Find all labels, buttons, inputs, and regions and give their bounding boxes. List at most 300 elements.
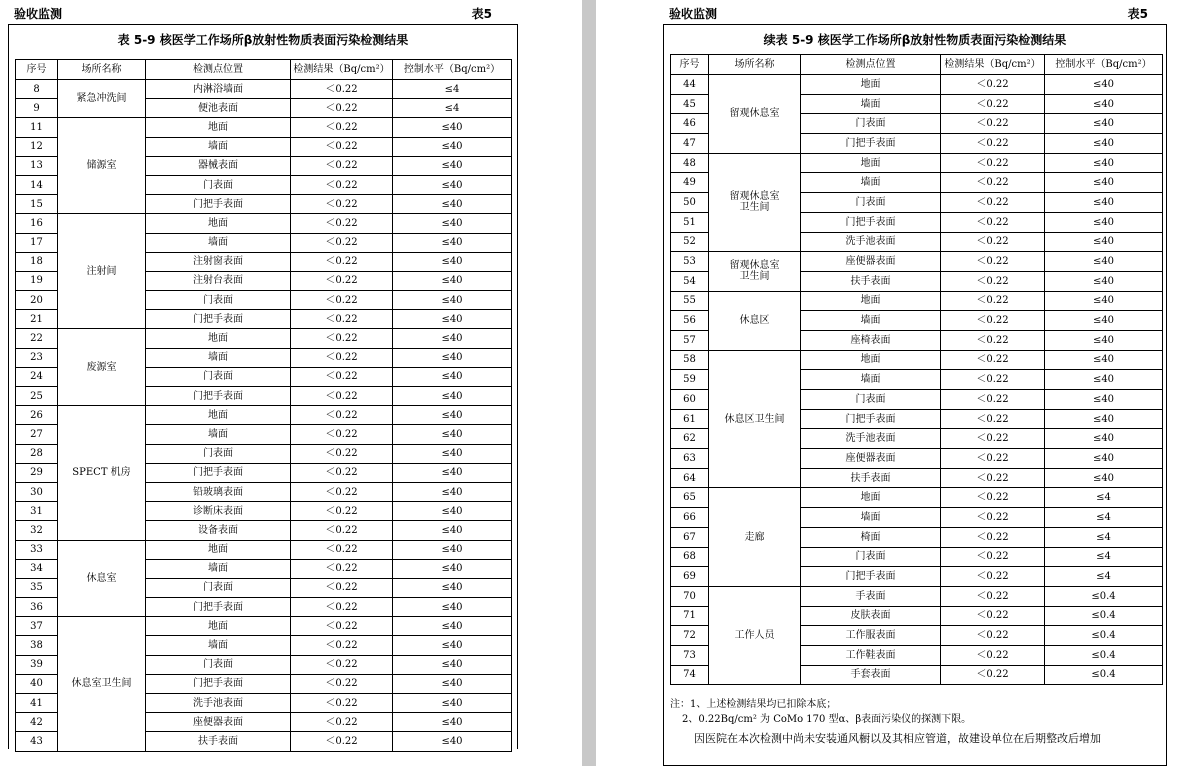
limit-cell: ≤40 (1045, 409, 1163, 429)
test-point-cell: 墙面 (801, 94, 941, 114)
row-number-cell: 31 (16, 502, 58, 521)
result-cell: ＜0.22 (941, 645, 1045, 665)
result-cell: ＜0.22 (291, 655, 393, 674)
limit-cell: ≤40 (1045, 75, 1163, 95)
test-point-cell: 门表面 (146, 444, 291, 463)
limit-cell: ≤40 (393, 482, 512, 501)
limit-cell: ≤40 (1045, 212, 1163, 232)
test-point-cell: 门表面 (146, 367, 291, 386)
limit-cell: ≤40 (1045, 94, 1163, 114)
result-cell: ＜0.22 (291, 521, 393, 540)
result-cell: ＜0.22 (291, 271, 393, 290)
row-number-cell: 14 (16, 175, 58, 194)
test-point-cell: 墙面 (146, 137, 291, 156)
test-point-cell: 诊断床表面 (146, 502, 291, 521)
table-caption: 表 5-9 核医学工作场所β放射性物质表面污染检测结果 (117, 33, 409, 47)
test-point-cell: 地面 (801, 153, 941, 173)
limit-cell: ≤4 (393, 80, 512, 99)
result-cell: ＜0.22 (291, 674, 393, 693)
test-point-cell: 门把手表面 (146, 195, 291, 214)
column-header: 场所名称 (709, 55, 801, 75)
limit-cell: ≤40 (1045, 193, 1163, 213)
limit-cell: ≤40 (393, 348, 512, 367)
row-number-cell: 30 (16, 482, 58, 501)
row-number-cell: 11 (16, 118, 58, 137)
result-cell: ＜0.22 (291, 195, 393, 214)
result-cell: ＜0.22 (291, 387, 393, 406)
limit-cell: ≤40 (393, 732, 512, 751)
limit-cell: ≤40 (1045, 311, 1163, 331)
limit-cell: ≤4 (1045, 508, 1163, 528)
row-number-cell: 34 (16, 559, 58, 578)
table-row (671, 252, 1163, 272)
column-header: 检测结果（Bq/cm²） (941, 55, 1045, 75)
row-number-cell: 22 (16, 329, 58, 348)
result-cell: ＜0.22 (941, 330, 1045, 350)
test-point-cell: 设备表面 (146, 521, 291, 540)
row-number-cell: 42 (16, 713, 58, 732)
test-point-cell: 门把手表面 (801, 567, 941, 587)
limit-cell: ≤40 (393, 118, 512, 137)
row-number-cell: 16 (16, 214, 58, 233)
result-cell: ＜0.22 (941, 94, 1045, 114)
row-number-cell: 21 (16, 310, 58, 329)
result-cell: ＜0.22 (941, 232, 1045, 252)
site-name-cell: 注射间 (58, 214, 146, 329)
contamination-table-continued (670, 54, 1163, 685)
test-point-cell: 门把手表面 (146, 598, 291, 617)
table-row (671, 291, 1163, 311)
table-row (16, 329, 512, 348)
row-number-cell: 33 (16, 540, 58, 559)
table-caption: 续表 5-9 核医学工作场所β放射性物质表面污染检测结果 (763, 33, 1067, 47)
test-point-cell: 座椅表面 (801, 330, 941, 350)
limit-cell: ≤40 (393, 271, 512, 290)
test-point-cell: 地面 (146, 118, 291, 137)
row-number-cell: 8 (16, 80, 58, 99)
row-number-cell: 32 (16, 521, 58, 540)
result-cell: ＜0.22 (291, 80, 393, 99)
test-point-cell: 地面 (146, 406, 291, 425)
limit-cell: ≤40 (1045, 291, 1163, 311)
result-cell: ＜0.22 (941, 626, 1045, 646)
test-point-cell: 门表面 (146, 291, 291, 310)
row-number-cell: 68 (671, 547, 709, 567)
result-cell: ＜0.22 (291, 329, 393, 348)
limit-cell: ≤4 (1045, 547, 1163, 567)
result-cell: ＜0.22 (941, 153, 1045, 173)
limit-cell: ≤40 (393, 214, 512, 233)
row-number-cell: 56 (671, 311, 709, 331)
row-number-cell: 69 (671, 567, 709, 587)
test-point-cell: 门把手表面 (801, 409, 941, 429)
row-number-cell: 41 (16, 694, 58, 713)
test-point-cell: 地面 (146, 617, 291, 636)
column-header: 场所名称 (58, 60, 146, 80)
limit-cell: ≤40 (1045, 153, 1163, 173)
result-cell: ＜0.22 (941, 488, 1045, 508)
result-cell: ＜0.22 (291, 252, 393, 271)
limit-cell: ≤40 (1045, 370, 1163, 390)
result-cell: ＜0.22 (941, 114, 1045, 134)
result-cell: ＜0.22 (291, 713, 393, 732)
table-row (16, 406, 512, 425)
limit-cell: ≤40 (393, 655, 512, 674)
limit-cell: ≤40 (393, 195, 512, 214)
result-cell: ＜0.22 (291, 559, 393, 578)
test-point-cell: 注射台表面 (146, 271, 291, 290)
site-name-cell: 工作人员 (709, 586, 801, 684)
result-cell: ＜0.22 (291, 348, 393, 367)
test-point-cell: 门把手表面 (146, 674, 291, 693)
limit-cell: ≤4 (393, 99, 512, 118)
limit-cell: ≤40 (393, 444, 512, 463)
page-header-title: 验收监测 (14, 7, 63, 21)
row-number-cell: 49 (671, 173, 709, 193)
test-point-cell: 墙面 (146, 348, 291, 367)
limit-cell: ≤40 (393, 674, 512, 693)
limit-cell: ≤40 (1045, 350, 1163, 370)
row-number-cell: 64 (671, 468, 709, 488)
test-point-cell: 门把手表面 (146, 387, 291, 406)
table-row (671, 153, 1163, 173)
test-point-cell: 门表面 (801, 114, 941, 134)
row-number-cell: 15 (16, 195, 58, 214)
result-cell: ＜0.22 (291, 175, 393, 194)
result-cell: ＜0.22 (941, 291, 1045, 311)
test-point-cell: 地面 (801, 488, 941, 508)
row-number-cell: 20 (16, 291, 58, 310)
limit-cell: ≤4 (1045, 567, 1163, 587)
limit-cell: ≤40 (1045, 232, 1163, 252)
limit-cell: ≤40 (393, 233, 512, 252)
test-point-cell: 地面 (146, 329, 291, 348)
limit-cell: ≤40 (393, 694, 512, 713)
limit-cell: ≤40 (1045, 114, 1163, 134)
row-number-cell: 26 (16, 406, 58, 425)
table-frame (8, 24, 518, 749)
result-cell: ＜0.22 (291, 502, 393, 521)
result-cell: ＜0.22 (941, 586, 1045, 606)
row-number-cell: 45 (671, 94, 709, 114)
result-cell: ＜0.22 (941, 212, 1045, 232)
result-cell: ＜0.22 (941, 527, 1045, 547)
test-point-cell: 门把手表面 (801, 212, 941, 232)
test-point-cell: 座便器表面 (801, 449, 941, 469)
row-number-cell: 73 (671, 645, 709, 665)
result-cell: ＜0.22 (941, 606, 1045, 626)
note-line-1: 注：1、上述检测结果均已扣除本底； (670, 699, 837, 710)
result-cell: ＜0.22 (941, 390, 1045, 410)
row-number-cell: 60 (671, 390, 709, 410)
test-point-cell: 地面 (146, 214, 291, 233)
limit-cell: ≤40 (1045, 252, 1163, 272)
row-number-cell: 52 (671, 232, 709, 252)
site-name-cell: 休息区 (709, 291, 801, 350)
result-cell: ＜0.22 (941, 429, 1045, 449)
site-name-cell: SPECT 机房 (58, 406, 146, 540)
result-cell: ＜0.22 (291, 310, 393, 329)
site-name-cell: 留观休息室 卫生间 (709, 252, 801, 291)
limit-cell: ≤0.4 (1045, 606, 1163, 626)
result-cell: ＜0.22 (941, 173, 1045, 193)
result-cell: ＜0.22 (291, 598, 393, 617)
result-cell: ＜0.22 (941, 350, 1045, 370)
test-point-cell: 墙面 (146, 425, 291, 444)
test-point-cell: 门表面 (801, 390, 941, 410)
column-header: 控制水平（Bq/cm²） (1045, 55, 1163, 75)
limit-cell: ≤40 (393, 310, 512, 329)
limit-cell: ≤40 (393, 406, 512, 425)
limit-cell: ≤40 (393, 578, 512, 597)
limit-cell: ≤40 (393, 521, 512, 540)
test-point-cell: 洗手池表面 (801, 232, 941, 252)
result-cell: ＜0.22 (291, 444, 393, 463)
result-cell: ＜0.22 (291, 118, 393, 137)
result-cell: ＜0.22 (291, 636, 393, 655)
test-point-cell: 手套表面 (801, 665, 941, 685)
limit-cell: ≤40 (393, 598, 512, 617)
limit-cell: ≤40 (393, 713, 512, 732)
limit-cell: ≤40 (393, 367, 512, 386)
test-point-cell: 墙面 (801, 370, 941, 390)
site-name-cell: 废源室 (58, 329, 146, 406)
result-cell: ＜0.22 (291, 291, 393, 310)
test-point-cell: 注射窗表面 (146, 252, 291, 271)
test-point-cell: 地面 (801, 350, 941, 370)
row-number-cell: 25 (16, 387, 58, 406)
row-number-cell: 36 (16, 598, 58, 617)
column-header: 控制水平（Bq/cm²） (393, 60, 512, 80)
row-number-cell: 24 (16, 367, 58, 386)
test-point-cell: 座便器表面 (146, 713, 291, 732)
row-number-cell: 12 (16, 137, 58, 156)
table-row (16, 540, 512, 559)
limit-cell: ≤40 (393, 137, 512, 156)
limit-cell: ≤40 (1045, 173, 1163, 193)
limit-cell: ≤0.4 (1045, 626, 1163, 646)
row-number-cell: 18 (16, 252, 58, 271)
limit-cell: ≤40 (393, 636, 512, 655)
result-cell: ＜0.22 (291, 214, 393, 233)
limit-cell: ≤40 (393, 502, 512, 521)
test-point-cell: 洗手池表面 (146, 694, 291, 713)
limit-cell: ≤40 (393, 291, 512, 310)
page-header-title: 验收监测 (669, 7, 718, 21)
result-cell: ＜0.22 (291, 425, 393, 444)
limit-cell: ≤40 (393, 175, 512, 194)
limit-cell: ≤0.4 (1045, 645, 1163, 665)
result-cell: ＜0.22 (291, 463, 393, 482)
limit-cell: ≤40 (393, 329, 512, 348)
result-cell: ＜0.22 (291, 617, 393, 636)
result-cell: ＜0.22 (941, 252, 1045, 272)
test-point-cell: 门把手表面 (146, 310, 291, 329)
row-number-cell: 35 (16, 578, 58, 597)
result-cell: ＜0.22 (941, 271, 1045, 291)
column-header: 序号 (16, 60, 58, 80)
result-cell: ＜0.22 (291, 137, 393, 156)
result-cell: ＜0.22 (291, 540, 393, 559)
contamination-table (15, 59, 512, 752)
row-number-cell: 29 (16, 463, 58, 482)
result-cell: ＜0.22 (941, 193, 1045, 213)
table-notes (670, 697, 1101, 746)
document-page-left (0, 0, 582, 766)
row-number-cell: 67 (671, 527, 709, 547)
limit-cell: ≤40 (1045, 271, 1163, 291)
row-number-cell: 19 (16, 271, 58, 290)
table-row (16, 214, 512, 233)
row-number-cell: 50 (671, 193, 709, 213)
column-header: 序号 (671, 55, 709, 75)
row-number-cell: 39 (16, 655, 58, 674)
result-cell: ＜0.22 (291, 367, 393, 386)
test-point-cell: 手表面 (801, 586, 941, 606)
limit-cell: ≤40 (1045, 429, 1163, 449)
test-point-cell: 门表面 (801, 547, 941, 567)
result-cell: ＜0.22 (941, 409, 1045, 429)
result-cell: ＜0.22 (941, 508, 1045, 528)
limit-cell: ≤4 (1045, 488, 1163, 508)
test-point-cell: 门把手表面 (146, 463, 291, 482)
table-row (16, 80, 512, 99)
test-point-cell: 地面 (801, 75, 941, 95)
test-point-cell: 座便器表面 (801, 252, 941, 272)
column-header: 检测点位置 (146, 60, 291, 80)
row-number-cell: 27 (16, 425, 58, 444)
limit-cell: ≤40 (1045, 390, 1163, 410)
site-name-cell: 储源室 (58, 118, 146, 214)
row-number-cell: 47 (671, 134, 709, 154)
test-point-cell: 洗手池表面 (801, 429, 941, 449)
test-point-cell: 墙面 (146, 233, 291, 252)
limit-cell: ≤40 (393, 463, 512, 482)
limit-cell: ≤40 (393, 252, 512, 271)
row-number-cell: 59 (671, 370, 709, 390)
test-point-cell: 铅玻璃表面 (146, 482, 291, 501)
limit-cell: ≤40 (1045, 330, 1163, 350)
column-header: 检测点位置 (801, 55, 941, 75)
test-point-cell: 椅面 (801, 527, 941, 547)
test-point-cell: 门表面 (146, 175, 291, 194)
site-name-cell: 留观休息室 卫生间 (709, 153, 801, 251)
page-header-section: 表5 (1127, 7, 1148, 21)
result-cell: ＜0.22 (291, 732, 393, 751)
limit-cell: ≤40 (393, 540, 512, 559)
row-number-cell: 13 (16, 156, 58, 175)
result-cell: ＜0.22 (941, 665, 1045, 685)
table-row (671, 586, 1163, 606)
row-number-cell: 65 (671, 488, 709, 508)
result-cell: ＜0.22 (941, 547, 1045, 567)
result-cell: ＜0.22 (941, 311, 1045, 331)
table-row (16, 118, 512, 137)
test-point-cell: 门把手表面 (801, 134, 941, 154)
test-point-cell: 墙面 (801, 508, 941, 528)
row-number-cell: 53 (671, 252, 709, 272)
limit-cell: ≤40 (393, 559, 512, 578)
row-number-cell: 23 (16, 348, 58, 367)
limit-cell: ≤0.4 (1045, 665, 1163, 685)
test-point-cell: 门表面 (146, 655, 291, 674)
test-point-cell: 扶手表面 (801, 271, 941, 291)
limit-cell: ≤40 (1045, 134, 1163, 154)
body-paragraph: 因医院在本次检测中尚未安装通风橱以及其相应管道，故建设单位在后期整改后增加 (694, 732, 1101, 745)
row-number-cell: 51 (671, 212, 709, 232)
test-point-cell: 便池表面 (146, 99, 291, 118)
result-cell: ＜0.22 (291, 482, 393, 501)
table-row (671, 75, 1163, 95)
result-cell: ＜0.22 (941, 567, 1045, 587)
test-point-cell: 器械表面 (146, 156, 291, 175)
limit-cell: ≤0.4 (1045, 586, 1163, 606)
test-point-cell: 内淋浴墙面 (146, 80, 291, 99)
test-point-cell: 门表面 (146, 578, 291, 597)
result-cell: ＜0.22 (291, 578, 393, 597)
document-page-right (596, 0, 1178, 766)
row-number-cell: 72 (671, 626, 709, 646)
result-cell: ＜0.22 (291, 694, 393, 713)
site-name-cell: 走廊 (709, 488, 801, 586)
test-point-cell: 皮肤表面 (801, 606, 941, 626)
test-point-cell: 门表面 (801, 193, 941, 213)
result-cell: ＜0.22 (941, 468, 1045, 488)
site-name-cell: 休息区卫生间 (709, 350, 801, 488)
row-number-cell: 37 (16, 617, 58, 636)
row-number-cell: 70 (671, 586, 709, 606)
site-name-cell: 休息室 (58, 540, 146, 617)
limit-cell: ≤40 (393, 617, 512, 636)
result-cell: ＜0.22 (291, 156, 393, 175)
row-number-cell: 46 (671, 114, 709, 134)
test-point-cell: 墙面 (801, 311, 941, 331)
test-point-cell: 地面 (801, 291, 941, 311)
row-number-cell: 40 (16, 674, 58, 693)
row-number-cell: 38 (16, 636, 58, 655)
row-number-cell: 66 (671, 508, 709, 528)
test-point-cell: 扶手表面 (801, 468, 941, 488)
row-number-cell: 74 (671, 665, 709, 685)
limit-cell: ≤40 (393, 387, 512, 406)
row-number-cell: 63 (671, 449, 709, 469)
test-point-cell: 工作鞋表面 (801, 645, 941, 665)
result-cell: ＜0.22 (291, 233, 393, 252)
row-number-cell: 61 (671, 409, 709, 429)
limit-cell: ≤4 (1045, 527, 1163, 547)
column-header: 检测结果（Bq/cm²） (291, 60, 393, 80)
result-cell: ＜0.22 (941, 449, 1045, 469)
site-name-cell: 留观休息室 (709, 75, 801, 154)
result-cell: ＜0.22 (291, 99, 393, 118)
table-row (671, 350, 1163, 370)
limit-cell: ≤40 (1045, 468, 1163, 488)
row-number-cell: 44 (671, 75, 709, 95)
site-name-cell: 休息室卫生间 (58, 617, 146, 751)
row-number-cell: 71 (671, 606, 709, 626)
row-number-cell: 58 (671, 350, 709, 370)
result-cell: ＜0.22 (941, 370, 1045, 390)
page-gutter (582, 0, 596, 766)
test-point-cell: 墙面 (146, 559, 291, 578)
row-number-cell: 54 (671, 271, 709, 291)
limit-cell: ≤40 (393, 425, 512, 444)
result-cell: ＜0.22 (941, 134, 1045, 154)
row-number-cell: 57 (671, 330, 709, 350)
row-number-cell: 17 (16, 233, 58, 252)
row-number-cell: 43 (16, 732, 58, 751)
result-cell: ＜0.22 (941, 75, 1045, 95)
